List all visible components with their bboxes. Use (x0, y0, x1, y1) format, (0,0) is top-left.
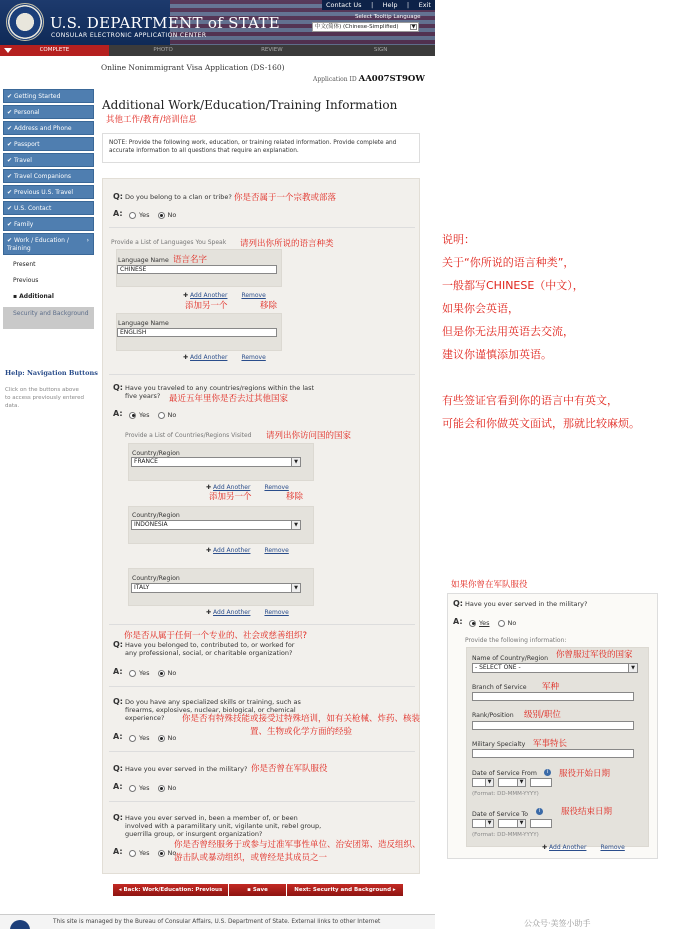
help-link[interactable]: Help (382, 1, 398, 9)
inset-caption: 如果你曾在军队服役 (451, 580, 528, 590)
back-button[interactable]: ◂ Back: Work/Education: Previous (113, 884, 229, 896)
remove-country-link[interactable]: Remove (264, 609, 289, 616)
page-title-cn: 其他工作/教育/培训信息 (106, 115, 197, 125)
answer-org: Yes No (129, 669, 182, 677)
info-icon[interactable]: i (544, 769, 551, 776)
inset-answer: Yes No (469, 619, 522, 627)
sidebar-item-passport[interactable]: ✔ Passport (3, 137, 94, 151)
sidebar-item-getting-started[interactable]: ✔ Getting Started (3, 89, 94, 103)
countries-prompt: Provide a List of Countries/Regions Visited (125, 432, 252, 439)
explanation-line: 如果你会英语， (442, 302, 519, 315)
footer-seal-icon (10, 920, 30, 929)
chevron-down-icon: ▼ (291, 458, 300, 466)
radio-org-yes[interactable] (129, 670, 136, 677)
save-button[interactable]: ▪ Save (229, 884, 287, 896)
add-language-link[interactable]: Add Another (190, 292, 228, 299)
sidebar-sub-present[interactable]: Present (13, 261, 36, 268)
answer-clan: Yes No (129, 211, 182, 219)
explanation-line: 有些签证官看到你的语言中有英文， (442, 394, 618, 407)
navigation-buttons (113, 884, 403, 896)
sidebar-item-previous-us-travel[interactable]: ✔ Previous U.S. Travel (3, 185, 94, 199)
chevron-down-icon: ▼ (485, 820, 493, 827)
sidebar (3, 89, 94, 329)
inset-specialty-input[interactable] (472, 749, 634, 758)
sidebar-sub-previous[interactable]: Previous (13, 277, 39, 284)
inset-branch-cn: 军种 (542, 682, 560, 692)
question-military-cn: 你是否曾在军队服役 (251, 764, 328, 774)
question-skills: Do you have any specialized skills or training, such as firearms, explosives, nuclear, biological, or chemical experience? (125, 698, 301, 722)
answer-travel: Yes No (129, 411, 182, 419)
military-inset-panel: Q: Have you ever served in the military? A: Yes No Provide the following information: Name of Country/Region 你曾服过军役的国家 - SELECT ONE - ▼ Branch of Service 军种 Rank/Position 级别/职位 Military Specialty 军事特长 Date of Service From i 服役开始日期 ▼ ▼ (Format: DD-MMM-YYYY) Date of Service To i 服役结束日期 ▼ ▼ (Format: DD-MMM-YYYY) ✚ Add Another Remove (447, 593, 658, 859)
question-org: Have you belonged to, contributed to, or worked for any professional, social, or charitable organization? (125, 641, 295, 657)
footer-text: This site is managed by the Bureau of Consular Affairs, U.S. Department of State. External links to other Internet (53, 919, 381, 925)
radio-travel-yes[interactable] (129, 412, 136, 419)
add-country-link[interactable]: Add Another (213, 609, 251, 616)
progress-step-complete: COMPLETE (0, 45, 109, 56)
sidebar-item-personal[interactable]: ✔ Personal (3, 105, 94, 119)
countries-prompt-cn: 请列出你访问国的国家 (266, 431, 352, 441)
site-subtitle: CONSULAR ELECTRONIC APPLICATION CENTER (51, 32, 207, 39)
country-links-2: ✚ Add Another Remove (206, 547, 289, 554)
radio-skills-yes[interactable] (129, 735, 136, 742)
check-icon: ✔ (7, 173, 13, 180)
next-button[interactable]: Next: Security and Background ▸ (287, 884, 403, 896)
country-select-1[interactable]: FRANCE ▼ (131, 457, 301, 467)
radio-military-no[interactable] (158, 785, 165, 792)
radio-inset-no[interactable] (498, 620, 505, 627)
progress-step-sign: SIGN (373, 47, 388, 53)
check-icon: ✔ (7, 141, 13, 148)
sidebar-item-family[interactable]: ✔ Family (3, 217, 94, 231)
chevron-down-icon: ▼ (485, 779, 493, 786)
inset-prompt: Provide the following information: (465, 637, 567, 644)
inset-rank-cn: 级别/职位 (524, 710, 561, 720)
inset-from-cn: 服役开始日期 (559, 769, 611, 779)
site-title: U.S. DEPARTMENT of STATE (50, 14, 281, 32)
remove-country-link[interactable]: Remove (264, 484, 289, 491)
sidebar-item-security-background: Security and Background (3, 307, 94, 329)
inset-country-cn: 你曾服过军役的国家 (556, 650, 633, 660)
state-department-seal-icon (6, 3, 44, 41)
remove-service-link[interactable]: Remove (600, 844, 625, 851)
sidebar-sub-additional[interactable]: ▪ Additional (13, 293, 54, 300)
add-language-link[interactable]: Add Another (190, 354, 228, 361)
question-travel: Have you traveled to any countries/regions within the last five years? (125, 384, 315, 400)
site-header (0, 0, 435, 45)
form-title: Online Nonimmigrant Visa Application (DS-160) (101, 63, 285, 72)
chevron-down-icon: ▼ (291, 521, 300, 529)
radio-paramilitary-no[interactable] (158, 850, 165, 857)
inset-question: Have you ever served in the military? (465, 600, 588, 608)
check-icon: ✔ (7, 157, 13, 164)
radio-clan-no[interactable] (158, 212, 165, 219)
answer-military: Yes No (129, 784, 182, 792)
radio-org-no[interactable] (158, 670, 165, 677)
language-links-2: ✚ Add Another Remove (183, 354, 266, 361)
check-icon: ✔ (7, 93, 13, 100)
country-links-1: ✚ Add Another Remove (206, 484, 289, 491)
explanation-notes (442, 228, 678, 435)
footer (0, 914, 435, 929)
radio-paramilitary-yes[interactable] (129, 850, 136, 857)
note-box: NOTE: Provide the following work, education, or training related information. Provide complete and accurate information to all questions that require an explanation. (102, 133, 420, 163)
to-year-input[interactable] (530, 819, 552, 828)
country-links-3: ✚ Add Another Remove (206, 609, 289, 616)
triangle-down-icon (4, 48, 12, 53)
sidebar-item-us-contact[interactable]: ✔ U.S. Contact (3, 201, 94, 215)
radio-clan-yes[interactable] (129, 212, 136, 219)
question-military: Have you ever served in the military? (125, 765, 248, 773)
remove-language-link[interactable]: Remove (241, 354, 266, 361)
question-paramilitary: Have you ever served in, been a member of, or been involved with a paramilitary unit, vigilante unit, rebel group, guerrilla group, or insurgent organization? (125, 814, 322, 838)
help-title: Help: Navigation Buttons (5, 369, 98, 377)
inset-branch-input[interactable] (472, 692, 634, 701)
add-country-link[interactable]: Add Another (213, 484, 251, 491)
remove-country-link[interactable]: Remove (264, 547, 289, 554)
question-clan: Do you belong to a clan or tribe? (125, 193, 232, 201)
from-year-input[interactable] (530, 778, 552, 787)
chevron-down-icon: ▼ (291, 584, 300, 592)
check-icon: ✔ (7, 125, 13, 132)
country-select-3[interactable]: ITALY ▼ (131, 583, 301, 593)
chevron-down-icon: ▼ (411, 24, 416, 30)
inset-country-select[interactable]: - SELECT ONE - ▼ (472, 663, 638, 673)
language-name-cn: 语言名字 (173, 255, 208, 265)
exit-link[interactable]: Exit (418, 1, 431, 9)
explanation-line: 一般都写CHINESE（中文）， (442, 279, 584, 292)
add-country-link[interactable]: Add Another (213, 547, 251, 554)
sidebar-item-work-education[interactable]: ✔ Work / Education / Training › (3, 233, 94, 255)
from-month-select[interactable] (498, 778, 526, 787)
language-input-2[interactable]: ENGLISH (117, 328, 277, 337)
to-day-select[interactable] (472, 819, 494, 828)
application-id: Application ID AA007ST9OW (313, 74, 425, 84)
check-icon: ✔ (7, 205, 13, 212)
sidebar-item-address-phone[interactable]: ✔ Address and Phone (3, 121, 94, 135)
answer-skills: Yes No (129, 734, 182, 742)
page-title: Additional Work/Education/Training Information (102, 98, 398, 112)
tooltip-language-label: Select Tooltip Language (355, 14, 421, 20)
check-icon: ✔ (7, 237, 13, 244)
top-links: Contact Us | Help | Exit (322, 0, 435, 10)
tooltip-language-select[interactable]: 中文(简体) (Chinese-Simplified) ▼ (312, 22, 419, 32)
language-links-1: ✚ Add Another Remove (183, 292, 266, 299)
question-paramilitary-cn: 你是否曾经服务于或参与过准军事性单位、治安团第、造反组织、游击队或暴动组织，或曾经是其成员之一 (174, 840, 421, 863)
radio-travel-no[interactable] (158, 412, 165, 419)
country-select-2[interactable]: INDONESIA ▼ (131, 520, 301, 530)
question-panel: Q: Do you belong to a clan or tribe? 你是否属于一个宗教或部落 A: Yes No Provide a List of Languages You Speak 请列出你所说的语言种类 Language Name 语言名字 CHINESE ✚ Add Another Remove 添加另一个 移除 Language Name ENGLISH ✚ Add Another Remove Q: Have you traveled to any countries/regions within the last five years? 最近五年里你是否去过其他国家 A: Yes No Provide a List of Countries/Regions Visited 请列出你访问国的国家 Country/Region FRANCE ▼ ✚ Add Another Remove 添加另一个 移除 Country/Region INDONESIA ▼ ✚ Add Another Remove Country/Region ITALY ▼ ✚ Add Another Remove 你是否从属于任何一个专业的、社会或慈善组织? Q: Have you belonged to, contributed to, or worked for any professional, social, or charitable organization? A: Yes No Q: Do you have any specialized skills or training, such as firearms, explosives, nuclear, biological, or chemical experience? 你是否有特殊技能或接受过特殊培训，如有关枪械、炸药、核装置、生物或化学方面的经验 A: Yes No Q: Have you ever served in the military? 你是否曾在军队服役 A: Yes No Q: Have you ever served in, been a member of, or been involved with a paramilitary unit, vigilante unit, rebel group, guerrilla group, or insurgent organization? A: Yes No (102, 178, 420, 874)
explanation-line: 建议你谨慎添加英语。 (442, 348, 552, 361)
explanation-line: 可能会和你做英文面试，那就比较麻烦。 (442, 417, 640, 430)
check-icon: ✔ (7, 109, 13, 116)
remove-language-link[interactable]: Remove (241, 292, 266, 299)
watermark: 公众号·美签小助手 (524, 919, 591, 928)
chevron-down-icon: ▼ (628, 664, 637, 672)
explanation-line: 但是你无法用英语去交流， (442, 325, 574, 338)
question-clan-cn: 你是否属于一个宗教或部落 (234, 193, 337, 203)
check-icon: ✔ (7, 189, 13, 196)
inset-specialty-cn: 军事特长 (533, 739, 568, 749)
help-text: Click on the buttons above to access previously entered data. (5, 387, 85, 409)
radio-skills-no[interactable] (158, 735, 165, 742)
contact-us-link[interactable]: Contact Us (326, 1, 362, 9)
inset-rank-input[interactable] (472, 721, 634, 730)
progress-step-review: REVIEW (261, 47, 283, 53)
explanation-line: 关于“你所说的语言种类”， (442, 256, 575, 269)
question-skills-cn: 你是否有特殊技能或接受过特殊培训，如有关枪械、炸药、核装置、生物或化学方面的经验 (181, 714, 420, 737)
languages-prompt-cn: 请列出你所说的语言种类 (240, 239, 334, 249)
from-day-select[interactable] (472, 778, 494, 787)
check-icon: ✔ (7, 221, 13, 228)
explanation-line: 说明： (442, 233, 475, 246)
chevron-right-icon: › (86, 237, 89, 244)
to-month-select[interactable] (498, 819, 526, 828)
progress-bar (0, 45, 435, 56)
progress-step-photo: PHOTO (153, 47, 173, 53)
sidebar-item-travel[interactable]: ✔ Travel (3, 153, 94, 167)
chevron-down-icon: ▼ (517, 779, 525, 786)
radio-military-yes[interactable] (129, 785, 136, 792)
inset-links: ✚ Add Another Remove (542, 844, 625, 851)
answer-paramilitary: Yes No (129, 849, 182, 857)
question-travel-cn: 最近五年里你是否去过其他国家 (169, 394, 289, 404)
inset-to-cn: 服役结束日期 (561, 807, 613, 817)
info-icon[interactable]: i (536, 808, 543, 815)
language-input-1[interactable]: CHINESE (117, 265, 277, 274)
sidebar-item-travel-companions[interactable]: ✔ Travel Companions (3, 169, 94, 183)
chevron-down-icon: ▼ (517, 820, 525, 827)
radio-inset-yes[interactable] (469, 620, 476, 627)
languages-prompt: Provide a List of Languages You Speak (111, 239, 227, 246)
question-org-cn: 你是否从属于任何一个专业的、社会或慈善组织? (124, 631, 308, 641)
add-service-link[interactable]: Add Another (549, 844, 587, 851)
